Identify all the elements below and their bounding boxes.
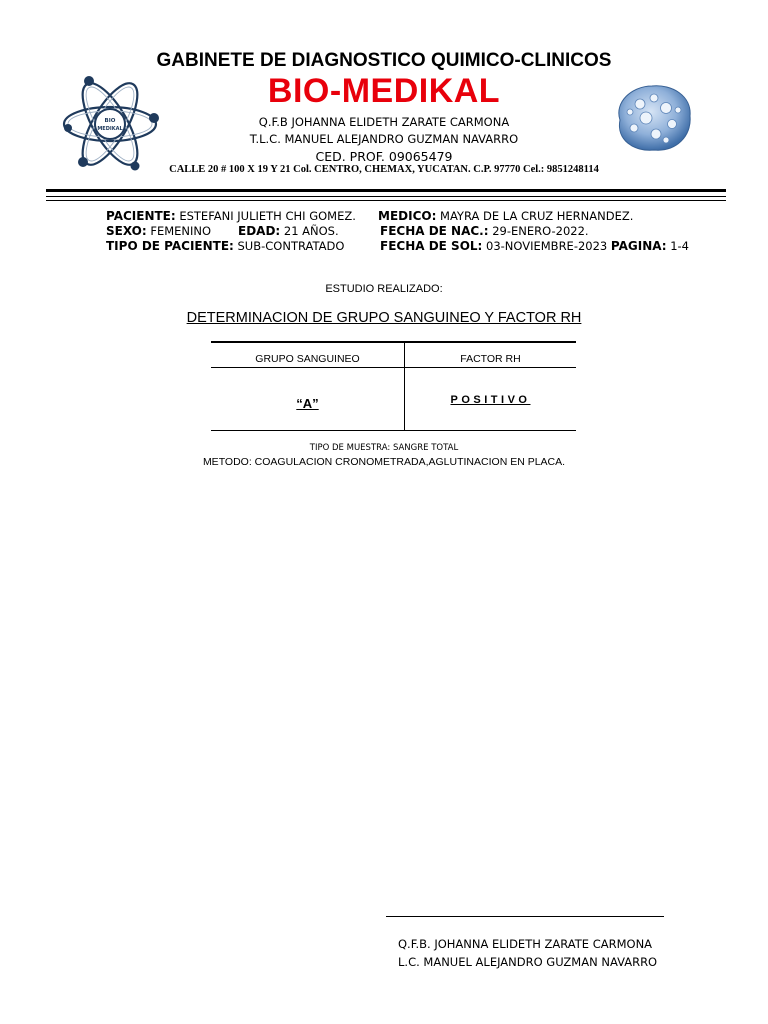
request-date-label: FECHA DE SOL: (380, 239, 483, 253)
blood-group-value: “A” (296, 396, 319, 411)
table-header-border (211, 367, 576, 368)
professional-id: CED. PROF. 09065479 (315, 149, 453, 164)
request-date-value: 03-NOVIEMBRE-2023 (486, 239, 608, 253)
doctor-name: MAYRA DE LA CRUZ HERNANDEZ. (440, 209, 634, 223)
patient-name-row (106, 209, 356, 223)
signature-line-qfb: Q.F.B. JOHANNA ELIDETH ZARATE CARMONA (398, 937, 653, 951)
staff-line-tlc: T.L.C. MANUEL ALEJANDRO GUZMAN NAVARRO (249, 132, 519, 146)
signature-block (398, 935, 657, 971)
header-rule-thin-2 (46, 200, 726, 201)
sex-label: SEXO: (106, 224, 147, 238)
column-header-rh-factor: FACTOR RH (460, 353, 521, 365)
logo-text-line2: MEDIKAL (97, 126, 123, 132)
study-label: ESTUDIO REALIZADO: (325, 283, 443, 295)
request-date-row (380, 239, 689, 253)
patient-name: ESTEFANI JULIETH CHI GOMEZ. (179, 209, 356, 223)
method: METODO: COAGULACION CRONOMETRADA,AGLUTINACION EN PLACA. (202, 456, 566, 468)
page-value: 1-4 (670, 239, 690, 253)
patient-type-label: TIPO DE PACIENTE: (106, 239, 234, 253)
patient-type-value: SUB-CONTRATADO (237, 239, 345, 253)
doctor-row (378, 209, 633, 223)
address: CALLE 20 # 100 X 19 Y 21 Col. CENTRO, CHEMAX, YUCATAN. C.P. 97770 Cel.: 9851248114 (169, 164, 599, 175)
table-top-border (211, 341, 576, 343)
signature-line-lc: L.C. MANUEL ALEJANDRO GUZMAN NAVARRO (398, 955, 658, 969)
patient-type-row (106, 239, 344, 253)
column-header-blood-group: GRUPO SANGUINEO (255, 353, 360, 365)
blood-cell-icon (610, 80, 696, 156)
study-title: DETERMINACION DE GRUPO SANGUINEO Y FACTOR RH (186, 310, 582, 326)
patient-name-label: PACIENTE: (106, 209, 176, 223)
doctor-label: MEDICO: (378, 209, 437, 223)
sex-value: FEMENINO (150, 224, 212, 238)
table-bottom-border (211, 430, 576, 431)
age-row (238, 224, 339, 238)
dob-value: 29-ENERO-2022. (492, 224, 589, 238)
staff-line-qfb: Q.F.B JOHANNA ELIDETH ZARATE CARMONA (258, 115, 510, 129)
dob-row (380, 224, 589, 238)
age-value: 21 AÑOS. (283, 224, 339, 238)
lab-name: GABINETE DE DIAGNOSTICO QUIMICO-CLINICOS (156, 50, 612, 71)
sample-type: TIPO DE MUESTRA: SANGRE TOTAL (309, 443, 459, 453)
header-rule-thin-1 (46, 196, 726, 197)
brand-title: BIO-MEDIKAL (267, 72, 501, 110)
atom-icon (60, 70, 160, 178)
header-rule-thick (46, 189, 726, 192)
signature-line (386, 916, 664, 917)
dob-label: FECHA DE NAC.: (380, 224, 489, 238)
page-label: PAGINA: (610, 239, 667, 253)
rh-factor-value: POSITIVO (450, 394, 531, 406)
results-table (211, 341, 576, 432)
age-label: EDAD: (238, 224, 281, 238)
sex-row (106, 224, 211, 238)
logo-text-line1: BIO (104, 118, 116, 124)
